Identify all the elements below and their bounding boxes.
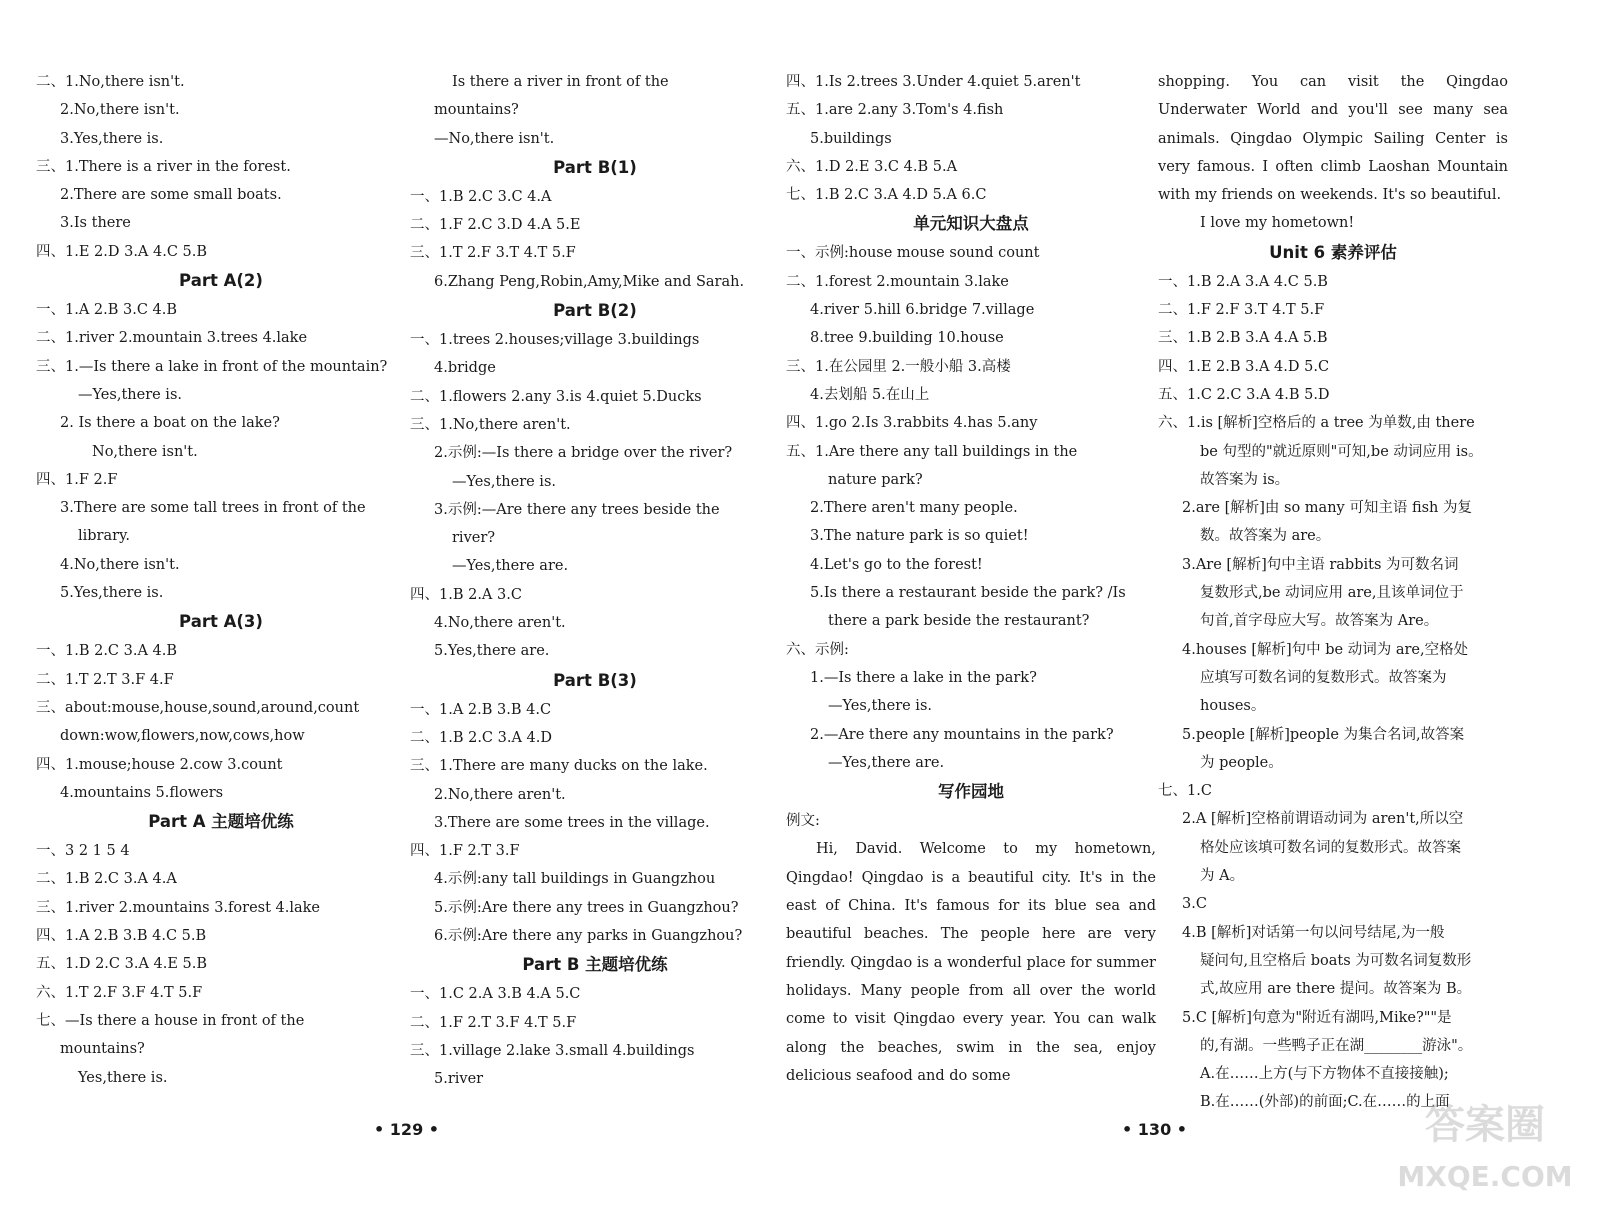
answer-line: 4.示例:any tall buildings in Guangzhou [434,871,716,888]
answer-line: —No,there isn't. [434,130,555,147]
answer-line: 四、1.A 2.B 3.B 4.C 5.B [36,928,207,945]
page-number-left: • 129 • [374,1120,439,1139]
answer-line: 二、1.F 2.T 3.F 4.T 5.F [410,1014,577,1031]
answer-line: 七、—Is there a house in front of the [36,1012,305,1029]
answer-line: 5.C [解析]句意为"附近有湖吗,Mike?""是 [1182,1009,1452,1026]
answer-line: 为 A。 [1200,868,1245,885]
answer-line: 六、1.D 2.E 3.C 4.B 5.A [786,158,958,175]
watermark-logo [1395,1090,1575,1200]
answer-line: 2.There are some small boats. [60,187,282,204]
answer-line: mountains? [434,102,519,119]
answer-line: 3.The nature park is so quiet! [810,528,1029,545]
answer-line: 4.No,there aren't. [434,615,566,632]
answer-line: 四、1.F 2.F [36,471,118,488]
answer-line: 5.river [434,1071,484,1088]
answer-line: 五、1.D 2.C 3.A 4.E 5.B [36,956,208,973]
answer-line: 七、1.B 2.C 3.A 4.D 5.A 6.C [786,187,987,204]
answer-line: 3.Are [解析]句中主语 rabbits 为可数名词 [1182,556,1459,573]
answer-line: 五、1.are 2.any 3.Tom's 4.fish [786,102,1004,119]
answer-line: 一、示例:house mouse sound count [786,245,1040,262]
answer-line: mountains? [60,1041,145,1058]
section-heading: Part B(1) [553,157,637,177]
answer-line: No,there isn't. [92,443,198,460]
answer-line: 4.去划船 5.在山上 [810,386,930,403]
answer-line: 四、1.B 2.A 3.C [410,586,522,603]
section-heading: Part B 主题培优练 [522,955,668,975]
answer-line: 一、1.B 2.C 3.C 4.A [410,188,552,205]
answer-line: 3.C [1182,896,1207,913]
answer-line: 二、1.forest 2.mountain 3.lake [786,273,1009,290]
answer-line: nature park? [828,471,923,488]
answer-line: 2.No,there isn't. [60,102,180,119]
answer-line: —Yes,there is. [452,473,556,490]
answer-line: 二、1.B 2.C 3.A 4.A [36,871,177,888]
answer-line: 三、1.There are many ducks on the lake. [410,758,708,775]
answer-line: 2.示例:—Is there a bridge over the river? [434,445,733,462]
answer-line: 三、1.river 2.mountains 3.forest 4.lake [36,899,321,916]
answer-line: 4.houses [解析]句中 be 动词为 are,空格处 [1182,641,1469,658]
answer-line: —Yes,there is. [78,386,182,403]
answer-line: 四、1.mouse;house 2.cow 3.count [36,756,283,773]
answer-column-1 [36,68,406,1092]
answer-line: 六、1.is [解析]空格后的 a tree 为单数,由 there [1158,415,1475,432]
answer-line: 的,有湖。一些鸭子正在湖________游泳"。 [1200,1037,1473,1054]
answer-line: 6.Zhang Peng,Robin,Amy,Mike and Sarah. [434,273,745,290]
answer-line: 四、1.E 2.B 3.A 4.D 5.C [1158,358,1330,375]
answer-line: —Yes,there is. [828,698,932,715]
answer-line: 5.people [解析]people 为集合名词,故答案 [1182,726,1465,743]
section-heading: Part A 主题培优练 [148,812,294,832]
answer-line: 三、about:mouse,house,sound,around,count [36,699,360,716]
answer-line: houses。 [1200,698,1266,715]
answer-line: 一、1.A 2.B 3.B 4.C [410,701,552,718]
section-heading: Part B(3) [553,670,637,690]
answer-line: 5.Yes,there are. [434,643,550,660]
answer-line: 一、3 2 1 5 4 [36,843,130,860]
answer-line: 4.B [解析]对话第一句以问号结尾,为一般 [1182,924,1445,941]
column-4-lines [1158,209,1508,1116]
answer-line: 4.mountains 5.flowers [60,784,224,801]
answer-line: 二、1.T 2.T 3.F 4.F [36,671,174,688]
answer-line: down:wow,flowers,now,cows,how [60,728,305,745]
answer-line: 1.—Is there a lake in the park? [810,669,1037,686]
answer-line: 例文: [786,813,820,830]
answer-line: 五、1.C 2.C 3.A 4.B 5.D [1158,386,1330,403]
answer-line: 3.Yes,there is. [60,130,164,147]
essay-continuation: shopping. You can visit the Qingdao Underwater World and you'll see many sea animals. Qingdao Olympic Sailing Center is very famous. I often climb Laoshan Mountain with my friends on weekends. It's so beautiful. [1158,74,1508,204]
answer-line: 5.Yes,there is. [60,585,164,602]
answer-line: 2.are [解析]由 so many 可知主语 fish 为复 [1182,500,1473,517]
watermark-text-en: MXQE.COM [1397,1160,1573,1193]
answer-line: 为 people。 [1200,754,1283,771]
answer-line: 二、1.flowers 2.any 3.is 4.quiet 5.Ducks [410,388,702,405]
answer-line: 故答案为 is。 [1200,471,1290,488]
answer-line: there a park beside the restaurant? [828,613,1090,630]
answer-line: 一、1.B 2.A 3.A 4.C 5.B [1158,273,1328,290]
answer-line: 二、1.B 2.C 3.A 4.D [410,729,553,746]
answer-line: 8.tree 9.building 10.house [810,330,1004,347]
answer-line: 应填写可数名词的复数形式。故答案为 [1200,669,1447,686]
answer-line: 2. Is there a boat on the lake? [60,415,280,432]
column-3-lines [786,68,1156,835]
answer-line: 四、1.go 2.Is 3.rabbits 4.has 5.any [786,415,1038,432]
answer-line: 4.Let's go to the forest! [810,556,983,573]
answer-column-2 [410,68,780,1094]
section-heading: Part A(3) [179,612,263,632]
answer-line: A.在……上方(与下方物体不直接接触); [1200,1066,1449,1083]
answer-line: 5.buildings [810,130,892,147]
answer-line: 2.No,there aren't. [434,786,566,803]
answer-line: 二、1.F 2.C 3.D 4.A 5.E [410,217,581,234]
answer-line: B.在……(外部)的前面;C.在……的上面 [1200,1094,1450,1111]
section-heading: Part B(2) [553,301,637,321]
answer-line: 四、1.Is 2.trees 3.Under 4.quiet 5.aren't [786,74,1081,90]
answer-line: 二、1.No,there isn't. [36,74,185,90]
answer-line: 格处应该填可数名词的复数形式。故答案 [1200,839,1461,856]
answer-line: 五、1.Are there any tall buildings in the [786,443,1078,460]
answer-line: 4.No,there isn't. [60,556,180,573]
answer-line: —Yes,there are. [452,558,569,575]
answer-line: 一、1.C 2.A 3.B 4.A 5.C [410,986,581,1003]
answer-line: 2.There aren't many people. [810,500,1018,517]
answer-line: 三、1.There is a river in the forest. [36,158,291,175]
answer-line: 三、1.B 2.B 3.A 4.A 5.B [1158,330,1328,347]
answer-line: 3.示例:—Are there any trees beside the [434,501,720,518]
answer-line: 数。故答案为 are。 [1200,528,1331,545]
section-heading: 写作园地 [938,782,1004,802]
answer-line: 2.—Are there any mountains in the park? [810,726,1114,743]
answer-line: 二、1.F 2.F 3.T 4.T 5.F [1158,302,1325,319]
answer-line: —Yes,there are. [828,754,945,771]
page-number-right: • 130 • [1122,1120,1187,1139]
answer-line: 3.Is there [60,215,131,232]
answer-line: library. [78,528,130,545]
section-heading: Part A(2) [179,271,263,291]
answer-line: 3.There are some trees in the village. [434,814,710,831]
answer-line: 5.Is there a restaurant beside the park? /Is [810,585,1126,602]
answer-line: 4.bridge [434,360,496,377]
answer-line: 六、示例: [786,641,849,658]
answer-line: 句首,首字母应大写。故答案为 Are。 [1200,613,1439,630]
section-heading: Unit 6 素养评估 [1269,242,1397,262]
answer-line: 三、1.No,there aren't. [410,416,571,433]
answer-line: 三、1.village 2.lake 3.small 4.buildings [410,1042,695,1059]
answer-line: 二、1.river 2.mountain 3.trees 4.lake [36,330,308,347]
answer-line: 式,故应用 are there 提问。故答案为 B。 [1200,981,1472,998]
essay-paragraph: Hi, David. Welcome to my hometown, Qingdao! Qingdao is a beautiful city. It's in the east of China. It's famous for its blue sea and beautiful beaches. The people here are very friendly. Qingdao is a wonderful place for summer holidays. Many people from all over the world come to visit Qingdao every year. You can walk along the beaches, swim in the sea, enjoy delicious seafood and do some [786,841,1156,1084]
answer-line: 复数形式,be 动词应用 are,且该单词位于 [1200,585,1464,602]
answer-line: 疑问句,且空格后 boats 为可数名词复数形 [1200,952,1472,969]
watermark-text-cn: 答案圈 [1425,1102,1545,1148]
answer-line: 一、1.B 2.C 3.A 4.B [36,643,178,660]
answer-line: 七、1.C [1158,783,1212,800]
answer-line: river? [452,530,496,547]
answer-line: 三、1.T 2.F 3.T 4.T 5.F [410,245,576,262]
answer-line: 2.A [解析]空格前谓语动词为 aren't,所以空 [1182,811,1464,828]
answer-column-4 [1158,68,1508,1117]
answer-line: be 句型的"就近原则"可知,be 动词应用 is。 [1200,443,1483,460]
answer-line: 一、1.A 2.B 3.C 4.B [36,302,178,319]
answer-line: Is there a river in front of the [452,74,669,90]
answer-line: 一、1.trees 2.houses;village 3.buildings [410,332,700,349]
answer-line: 5.示例:Are there any trees in Guangzhou? [434,899,739,916]
answer-line: 六、1.T 2.F 3.F 4.T 5.F [36,984,203,1001]
answer-line: 4.river 5.hill 6.bridge 7.village [810,302,1035,319]
answer-line: 3.There are some tall trees in front of the [60,500,366,517]
answer-line: 三、1.在公园里 2.一般小船 3.高楼 [786,358,1011,375]
answer-line: 四、1.E 2.D 3.A 4.C 5.B [36,243,208,260]
section-heading: 单元知识大盘点 [913,214,1029,234]
answer-line: Yes,there is. [78,1069,168,1086]
answer-column-3 [786,68,1156,1090]
answer-line: 四、1.F 2.T 3.F [410,843,520,860]
answer-line: I love my hometown! [1200,215,1355,232]
answer-line: 6.示例:Are there any parks in Guangzhou? [434,928,743,945]
answer-line: 三、1.—Is there a lake in front of the mountain? [36,358,388,375]
